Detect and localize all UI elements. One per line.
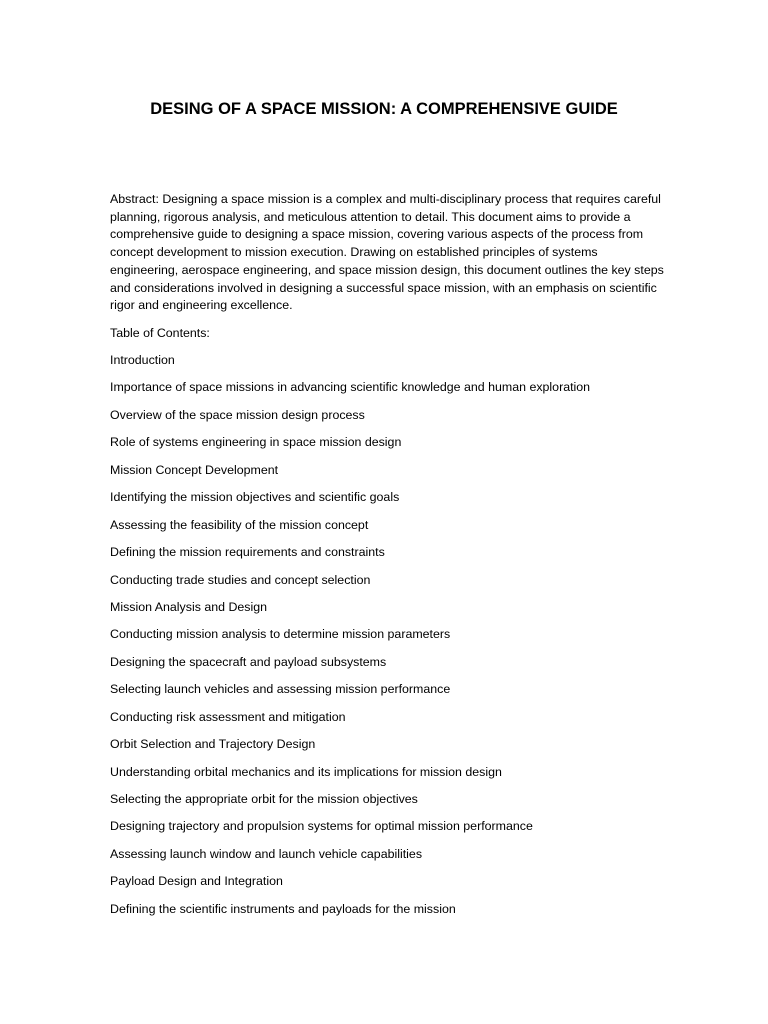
toc-item: Designing the spacecraft and payload subsystems	[110, 654, 387, 669]
toc-item: Defining the scientific instruments and payloads for the mission	[110, 901, 456, 916]
toc-item: Conducting trade studies and concept selection	[110, 572, 371, 587]
toc-item: Payload Design and Integration	[110, 874, 283, 889]
toc-item: Conducting risk assessment and mitigation	[110, 709, 346, 724]
abstract-paragraph: Abstract: Designing a space mission is a complex and multi-disciplinary process that requires careful planning, rigorous analysis, and meticulous attention to detail. This document aims to provide a comprehensive guide to designing a space mission, covering various aspects of the process from concept development to mission execution. Drawing on established principles of systems engineering, aerospace engineering, and space mission design, this document outlines the key steps and considerations involved in designing a successful space mission, with an emphasis on scientific rigor and engineering excellence.	[110, 192, 664, 313]
toc-item: Selecting launch vehicles and assessing mission performance	[110, 682, 451, 697]
toc-heading: Table of Contents:	[110, 326, 210, 340]
toc-item: Identifying the mission objectives and scientific goals	[110, 490, 400, 505]
toc-item: Mission Analysis and Design	[110, 599, 268, 614]
toc-item: Importance of space missions in advancing scientific knowledge and human exploration	[110, 380, 591, 395]
toc-item: Mission Concept Development	[110, 462, 279, 477]
toc-item: Defining the mission requirements and constraints	[110, 545, 385, 560]
toc-item: Selecting the appropriate orbit for the mission objectives	[110, 792, 418, 806]
toc-item: Introduction	[110, 353, 175, 367]
toc-item: Overview of the space mission design process	[110, 407, 365, 422]
toc-item: Understanding orbital mechanics and its implications for mission design	[110, 764, 502, 779]
toc-item: Assessing the feasibility of the mission concept	[110, 517, 369, 532]
toc-item: Designing trajectory and propulsion systems for optimal mission performance	[110, 819, 533, 834]
toc-item: Orbit Selection and Trajectory Design	[110, 737, 316, 752]
table-of-contents	[110, 352, 670, 928]
toc-item: Role of systems engineering in space mission design	[110, 435, 402, 450]
toc-item: Assessing launch window and launch vehicle capabilities	[110, 846, 423, 861]
document-title: DESING OF A SPACE MISSION: A COMPREHENSIVE GUIDE	[150, 100, 618, 119]
toc-item: Conducting mission analysis to determine mission parameters	[110, 627, 451, 642]
